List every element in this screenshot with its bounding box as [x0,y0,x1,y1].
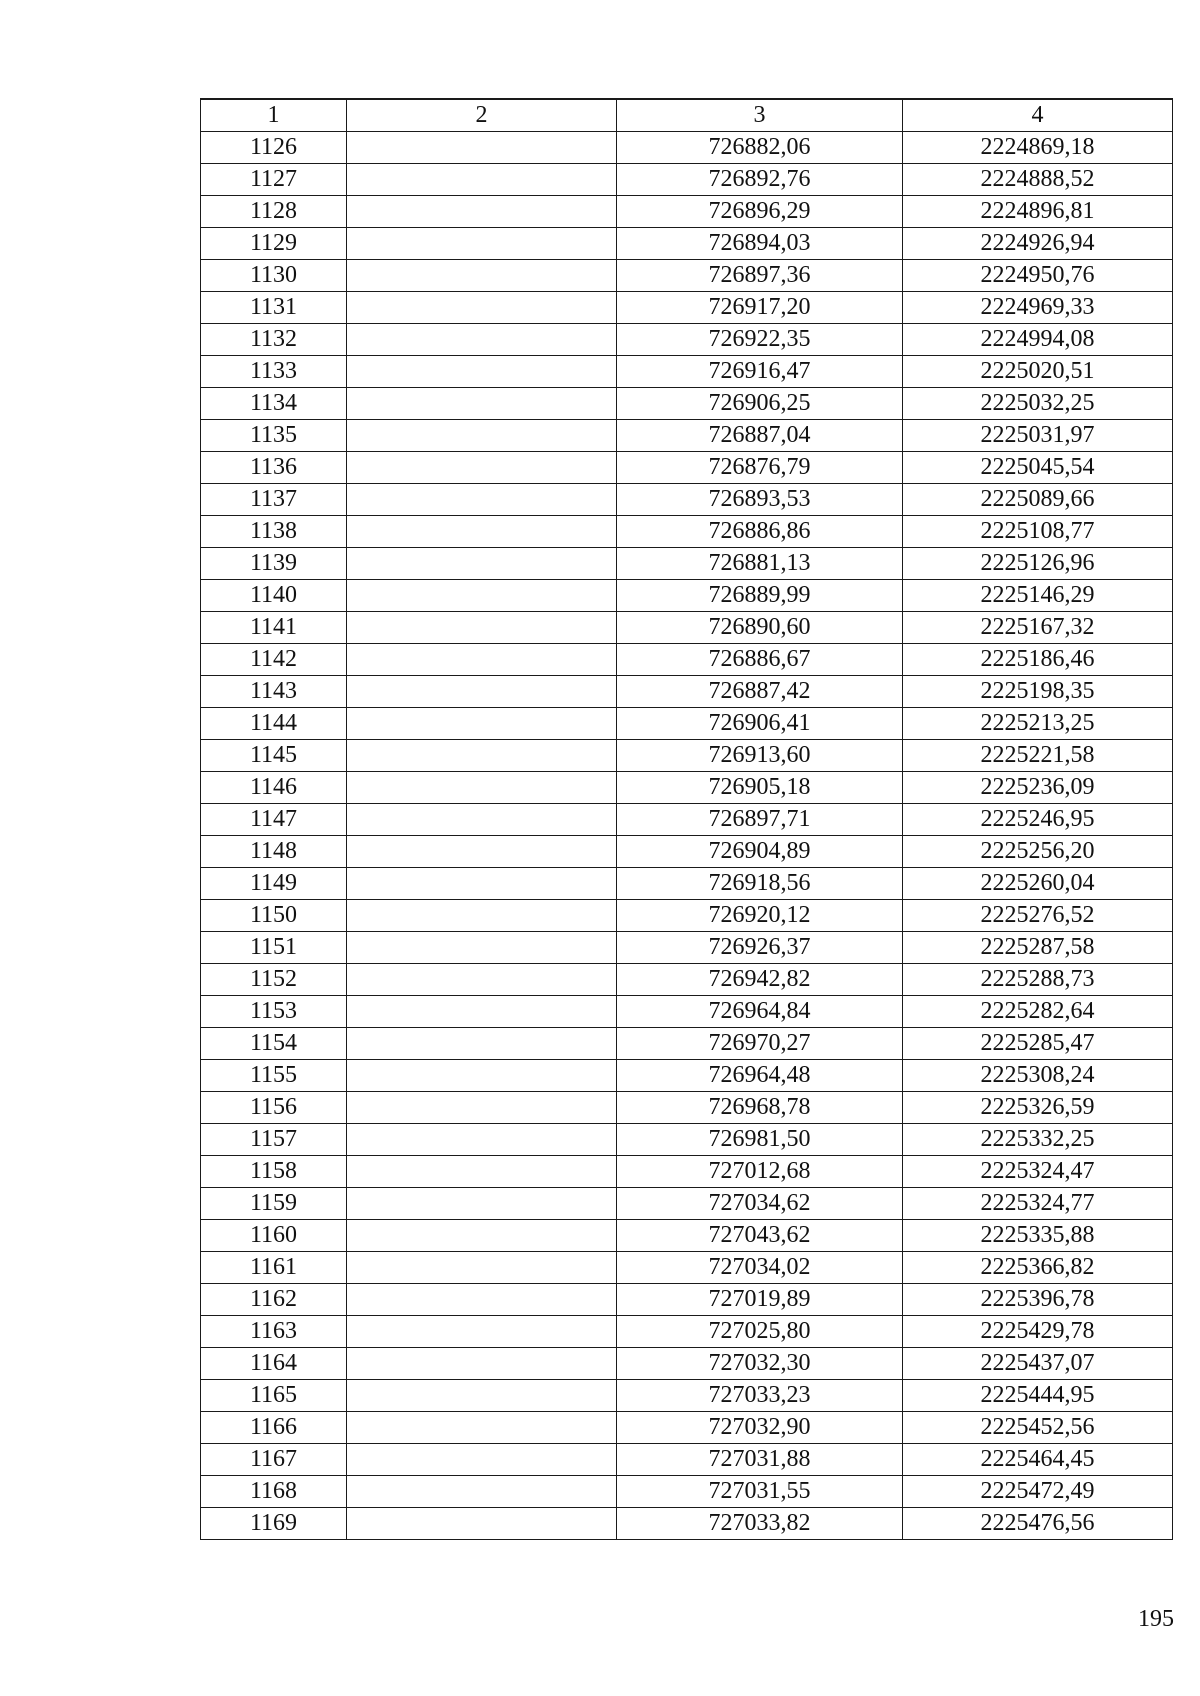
table-row [201,1380,1173,1412]
x-coordinate-cell: 727034,02 [617,1252,903,1284]
table-row [201,1476,1173,1508]
point-number-cell: 1156 [201,1092,347,1124]
coordinates-table [200,98,1173,1540]
point-number-cell: 1166 [201,1412,347,1444]
column-2-cell [347,388,617,420]
x-coordinate-cell: 727025,80 [617,1316,903,1348]
x-coordinate-cell: 727032,30 [617,1348,903,1380]
point-number-cell: 1148 [201,836,347,868]
table-row [201,228,1173,260]
x-coordinate-cell: 726897,71 [617,804,903,836]
point-number-cell: 1126 [201,132,347,164]
column-2-cell [347,164,617,196]
y-coordinate-cell: 2225260,04 [903,868,1173,900]
point-number-cell: 1149 [201,868,347,900]
column-2-cell [347,676,617,708]
table-row [201,900,1173,932]
column-2-cell [347,580,617,612]
point-number-cell: 1141 [201,612,347,644]
x-coordinate-cell: 727033,23 [617,1380,903,1412]
y-coordinate-cell: 2225332,25 [903,1124,1173,1156]
x-coordinate-cell: 726926,37 [617,932,903,964]
table-row [201,1092,1173,1124]
y-coordinate-cell: 2225429,78 [903,1316,1173,1348]
y-coordinate-cell: 2225366,82 [903,1252,1173,1284]
point-number-cell: 1138 [201,516,347,548]
y-coordinate-cell: 2225089,66 [903,484,1173,516]
column-2-cell [347,1188,617,1220]
column-2-cell [347,1284,617,1316]
table-row [201,1124,1173,1156]
point-number-cell: 1143 [201,676,347,708]
column-2-cell [347,1060,617,1092]
point-number-cell: 1157 [201,1124,347,1156]
column-2-cell [347,1476,617,1508]
x-coordinate-cell: 726964,84 [617,996,903,1028]
y-coordinate-cell: 2225256,20 [903,836,1173,868]
y-coordinate-cell: 2225285,47 [903,1028,1173,1060]
table-row [201,772,1173,804]
y-coordinate-cell: 2225213,25 [903,708,1173,740]
x-coordinate-cell: 726906,41 [617,708,903,740]
point-number-cell: 1169 [201,1508,347,1540]
x-coordinate-cell: 727043,62 [617,1220,903,1252]
point-number-cell: 1147 [201,804,347,836]
table-row [201,548,1173,580]
y-coordinate-cell: 2225308,24 [903,1060,1173,1092]
x-coordinate-cell: 726881,13 [617,548,903,580]
point-number-cell: 1162 [201,1284,347,1316]
x-coordinate-cell: 727012,68 [617,1156,903,1188]
point-number-cell: 1131 [201,292,347,324]
x-coordinate-cell: 726876,79 [617,452,903,484]
y-coordinate-cell: 2225464,45 [903,1444,1173,1476]
y-coordinate-cell: 2225476,56 [903,1508,1173,1540]
y-coordinate-cell: 2225396,78 [903,1284,1173,1316]
y-coordinate-cell: 2225437,07 [903,1348,1173,1380]
table-row [201,1444,1173,1476]
table-row [201,324,1173,356]
x-coordinate-cell: 727032,90 [617,1412,903,1444]
column-2-cell [347,420,617,452]
column-2-cell [347,356,617,388]
column-2-cell [347,772,617,804]
x-coordinate-cell: 726917,20 [617,292,903,324]
y-coordinate-cell: 2225167,32 [903,612,1173,644]
y-coordinate-cell: 2225288,73 [903,964,1173,996]
x-coordinate-cell: 726918,56 [617,868,903,900]
table-row [201,612,1173,644]
point-number-cell: 1128 [201,196,347,228]
y-coordinate-cell: 2224950,76 [903,260,1173,292]
table-row [201,164,1173,196]
y-coordinate-cell: 2224896,81 [903,196,1173,228]
table-row [201,580,1173,612]
y-coordinate-cell: 2225472,49 [903,1476,1173,1508]
column-2-cell [347,196,617,228]
x-coordinate-cell: 726970,27 [617,1028,903,1060]
x-coordinate-cell: 727031,55 [617,1476,903,1508]
column-2-cell [347,900,617,932]
point-number-cell: 1163 [201,1316,347,1348]
table-row [201,964,1173,996]
table-row [201,1508,1173,1540]
column-2-cell [347,1348,617,1380]
column-2-cell [347,612,617,644]
y-coordinate-cell: 2225186,46 [903,644,1173,676]
column-2-cell [347,228,617,260]
x-coordinate-cell: 726882,06 [617,132,903,164]
column-2-cell [347,996,617,1028]
x-coordinate-cell: 726964,48 [617,1060,903,1092]
y-coordinate-cell: 2225221,58 [903,740,1173,772]
column-2-cell [347,1092,617,1124]
y-coordinate-cell: 2225198,35 [903,676,1173,708]
x-coordinate-cell: 726894,03 [617,228,903,260]
y-coordinate-cell: 2225287,58 [903,932,1173,964]
x-coordinate-cell: 726889,99 [617,580,903,612]
x-coordinate-cell: 726887,42 [617,676,903,708]
table-row [201,292,1173,324]
column-2-cell [347,292,617,324]
y-coordinate-cell: 2225126,96 [903,548,1173,580]
table-row [201,420,1173,452]
table-row [201,932,1173,964]
column-2-cell [347,836,617,868]
y-coordinate-cell: 2224888,52 [903,164,1173,196]
point-number-cell: 1137 [201,484,347,516]
point-number-cell: 1127 [201,164,347,196]
y-coordinate-cell: 2225236,09 [903,772,1173,804]
table-row [201,1316,1173,1348]
table-row [201,740,1173,772]
point-number-cell: 1130 [201,260,347,292]
point-number-cell: 1150 [201,900,347,932]
x-coordinate-cell: 726981,50 [617,1124,903,1156]
y-coordinate-cell: 2224994,08 [903,324,1173,356]
x-coordinate-cell: 726906,25 [617,388,903,420]
table-row [201,836,1173,868]
x-coordinate-cell: 727033,82 [617,1508,903,1540]
point-number-cell: 1142 [201,644,347,676]
x-coordinate-cell: 726892,76 [617,164,903,196]
x-coordinate-cell: 726922,35 [617,324,903,356]
point-number-cell: 1134 [201,388,347,420]
table-row [201,1156,1173,1188]
x-coordinate-cell: 726897,36 [617,260,903,292]
table-row [201,1060,1173,1092]
x-coordinate-cell: 726913,60 [617,740,903,772]
table-body [201,132,1173,1540]
column-header-1: 1 [201,99,347,132]
x-coordinate-cell: 726904,89 [617,836,903,868]
column-2-cell [347,1380,617,1412]
y-coordinate-cell: 2225020,51 [903,356,1173,388]
x-coordinate-cell: 726920,12 [617,900,903,932]
y-coordinate-cell: 2225326,59 [903,1092,1173,1124]
y-coordinate-cell: 2225246,95 [903,804,1173,836]
table-row [201,516,1173,548]
y-coordinate-cell: 2225045,54 [903,452,1173,484]
x-coordinate-cell: 726916,47 [617,356,903,388]
column-2-cell [347,548,617,580]
x-coordinate-cell: 726886,67 [617,644,903,676]
column-2-cell [347,1508,617,1540]
column-2-cell [347,932,617,964]
x-coordinate-cell: 726887,04 [617,420,903,452]
point-number-cell: 1158 [201,1156,347,1188]
column-2-cell [347,324,617,356]
point-number-cell: 1164 [201,1348,347,1380]
x-coordinate-cell: 726905,18 [617,772,903,804]
column-2-cell [347,516,617,548]
table-row [201,356,1173,388]
y-coordinate-cell: 2224969,33 [903,292,1173,324]
y-coordinate-cell: 2224869,18 [903,132,1173,164]
table-row [201,132,1173,164]
column-2-cell [347,1028,617,1060]
x-coordinate-cell: 726896,29 [617,196,903,228]
table-row [201,1188,1173,1220]
point-number-cell: 1167 [201,1444,347,1476]
point-number-cell: 1146 [201,772,347,804]
y-coordinate-cell: 2225324,77 [903,1188,1173,1220]
column-2-cell [347,964,617,996]
y-coordinate-cell: 2225335,88 [903,1220,1173,1252]
x-coordinate-cell: 726890,60 [617,612,903,644]
table-row [201,1028,1173,1060]
point-number-cell: 1161 [201,1252,347,1284]
x-coordinate-cell: 726886,86 [617,516,903,548]
column-2-cell [347,804,617,836]
column-2-cell [347,708,617,740]
point-number-cell: 1145 [201,740,347,772]
table-row [201,1284,1173,1316]
page-number: 195 [1138,1606,1174,1632]
table-row [201,1348,1173,1380]
point-number-cell: 1136 [201,452,347,484]
table-row [201,484,1173,516]
column-2-cell [347,452,617,484]
point-number-cell: 1135 [201,420,347,452]
x-coordinate-cell: 726942,82 [617,964,903,996]
column-2-cell [347,644,617,676]
table-row [201,1412,1173,1444]
x-coordinate-cell: 727034,62 [617,1188,903,1220]
y-coordinate-cell: 2225031,97 [903,420,1173,452]
x-coordinate-cell: 726893,53 [617,484,903,516]
point-number-cell: 1153 [201,996,347,1028]
point-number-cell: 1151 [201,932,347,964]
column-2-cell [347,868,617,900]
x-coordinate-cell: 727019,89 [617,1284,903,1316]
table-row [201,996,1173,1028]
table-row [201,452,1173,484]
column-2-cell [347,1252,617,1284]
column-2-cell [347,1412,617,1444]
x-coordinate-cell: 727031,88 [617,1444,903,1476]
y-coordinate-cell: 2225452,56 [903,1412,1173,1444]
x-coordinate-cell: 726968,78 [617,1092,903,1124]
column-2-cell [347,1444,617,1476]
point-number-cell: 1133 [201,356,347,388]
point-number-cell: 1154 [201,1028,347,1060]
column-header-4: 4 [903,99,1173,132]
column-2-cell [347,1156,617,1188]
point-number-cell: 1155 [201,1060,347,1092]
point-number-cell: 1132 [201,324,347,356]
point-number-cell: 1144 [201,708,347,740]
y-coordinate-cell: 2225282,64 [903,996,1173,1028]
point-number-cell: 1168 [201,1476,347,1508]
y-coordinate-cell: 2225444,95 [903,1380,1173,1412]
column-2-cell [347,740,617,772]
table-row [201,1220,1173,1252]
column-2-cell [347,1124,617,1156]
y-coordinate-cell: 2225324,47 [903,1156,1173,1188]
column-header-3: 3 [617,99,903,132]
table-header-row [201,99,1173,132]
point-number-cell: 1159 [201,1188,347,1220]
column-2-cell [347,260,617,292]
table-row [201,804,1173,836]
point-number-cell: 1140 [201,580,347,612]
column-2-cell [347,132,617,164]
table-row [201,644,1173,676]
table-row [201,196,1173,228]
table-row [201,1252,1173,1284]
point-number-cell: 1152 [201,964,347,996]
point-number-cell: 1165 [201,1380,347,1412]
table-row [201,260,1173,292]
point-number-cell: 1160 [201,1220,347,1252]
y-coordinate-cell: 2224926,94 [903,228,1173,260]
y-coordinate-cell: 2225108,77 [903,516,1173,548]
point-number-cell: 1129 [201,228,347,260]
table-row [201,868,1173,900]
table-row [201,708,1173,740]
column-2-cell [347,1316,617,1348]
y-coordinate-cell: 2225276,52 [903,900,1173,932]
table-row [201,388,1173,420]
y-coordinate-cell: 2225032,25 [903,388,1173,420]
table-row [201,676,1173,708]
y-coordinate-cell: 2225146,29 [903,580,1173,612]
column-2-cell [347,1220,617,1252]
column-2-cell [347,484,617,516]
point-number-cell: 1139 [201,548,347,580]
column-header-2: 2 [347,99,617,132]
